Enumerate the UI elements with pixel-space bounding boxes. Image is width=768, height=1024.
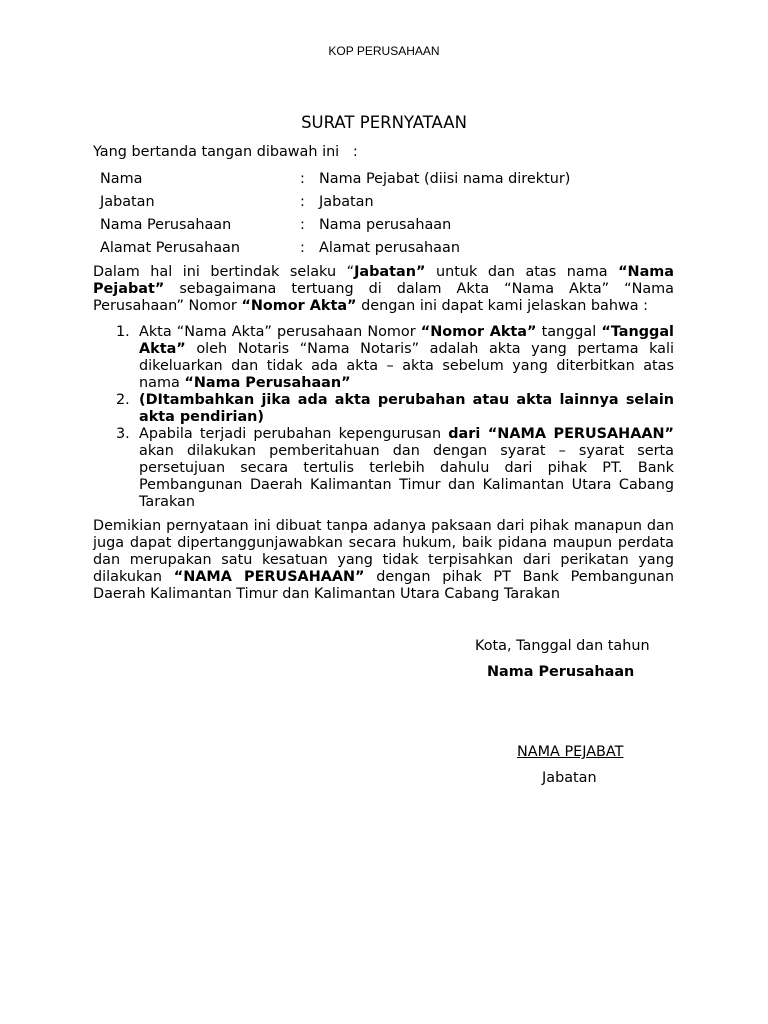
text-run: oleh Notaris “Nama Notaris” adalah akta yang pertama kali dikeluarkan dan tidak ada akta – akta sebelum yang diterbitkan atas nama (139, 341, 674, 391)
bold-run: “Nama Pejabat” (93, 264, 675, 297)
identity-value: Nama Pejabat (diisi nama direktur) (319, 171, 571, 187)
intro-line: Yang bertanda tangan dibawah ini : (93, 144, 358, 160)
capacity-paragraph (93, 264, 674, 315)
list-number: 1. (116, 324, 130, 340)
bold-run: “Nomor Akta” (241, 298, 357, 314)
text-run: dengan pihak PT Bank Pembangunan Daerah Kalimantan Timur dan Kalimantan Utara Cabang Tarakan (93, 569, 675, 602)
text-run: Dalam hal ini bertindak selaku “ (93, 264, 355, 280)
identity-colon: : (300, 171, 305, 187)
closing-paragraph (93, 518, 674, 603)
bold-run: dari “NAMA PERUSAHAAN” (448, 426, 674, 442)
identity-colon: : (300, 240, 305, 256)
list-item (93, 392, 674, 426)
signatory-position: Jabatan (542, 770, 597, 786)
bold-run: Jabatan” (354, 264, 426, 280)
letterhead-placeholder: KOP PERUSAHAAN (328, 44, 440, 58)
text-run: Demikian pernyataan ini dibuat tanpa adanya paksaan dari pihak manapun dan juga dapat dipertanggunjawabkan secara hukum, baik pidana maupun perdata dan merupakan satu kesatuan yang tidak terpisahkan dari perikatan yang dilakukan (93, 518, 674, 585)
bold-run: “Nomor Akta” (420, 324, 537, 340)
statement-list (93, 324, 674, 511)
text-run: Akta “Nama Akta” perusahaan Nomor (139, 324, 421, 340)
bold-run: (DItambahkan jika ada akta perubahan atau akta lainnya selain akta pendirian) (139, 392, 674, 425)
signatory-name (517, 744, 623, 761)
bold-run: “Tanggal Akta” (139, 324, 674, 357)
identity-value: Nama perusahaan (319, 217, 452, 233)
list-item (93, 324, 674, 392)
document-title: SURAT PERNYATAAN (301, 113, 467, 132)
identity-value: Alamat perusahaan (319, 240, 460, 256)
list-number: 2. (116, 392, 130, 408)
identity-label: Alamat Perusahaan (100, 240, 240, 256)
text-run: untuk dan atas nama (425, 264, 619, 280)
identity-label: Jabatan (100, 194, 155, 210)
identity-colon: : (300, 217, 305, 233)
text-run: sebagaimana tertuang di dalam Akta “Nama Akta” “Nama Perusahaan” Nomor (93, 281, 674, 314)
identity-label: Nama (100, 171, 143, 187)
identity-value: Jabatan (319, 194, 374, 210)
text-run: tanggal (536, 324, 602, 340)
place-date: Kota, Tanggal dan tahun (475, 638, 650, 654)
bold-run: “NAMA PERUSAHAAN” (173, 569, 365, 585)
bold-run: “Nama Perusahaan” (184, 375, 351, 391)
text-run: dengan ini dapat kami jelaskan bahwa : (356, 298, 648, 314)
identity-label: Nama Perusahaan (100, 217, 232, 233)
list-number: 3. (116, 426, 130, 442)
text-run: akan dilakukan pemberitahuan dan dengan syarat – syarat serta persetujuan secara tertulis terlebih dahulu dari pihak PT. Bank Pembangunan Daerah Kalimantan Timur dan Kalimantan Utara Cabang Tarakan (139, 443, 674, 510)
signature-company: Nama Perusahaan (487, 664, 635, 680)
list-item (93, 426, 674, 511)
identity-colon: : (300, 194, 305, 210)
signatory-name-text: NAMA PEJABAT (517, 744, 624, 760)
text-run: Apabila terjadi perubahan kepengurusan (139, 426, 449, 442)
